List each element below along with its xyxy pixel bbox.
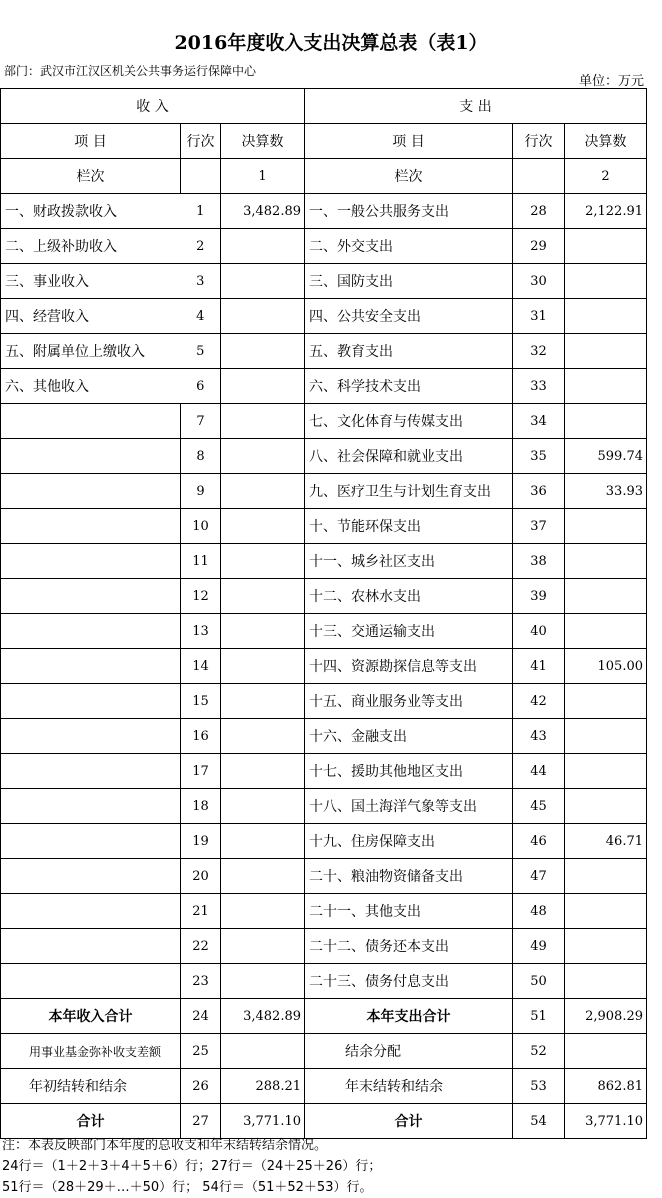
department-label: 部门：武汉市江汉区机关公共事务运行保障中心	[4, 64, 257, 78]
footnotes	[2, 1135, 381, 1198]
income-item	[1, 614, 181, 649]
expense-line-no: 50	[513, 964, 565, 999]
table-row	[1, 789, 647, 824]
expense-item: 一、一般公共服务支出	[305, 194, 513, 229]
income-amount	[221, 684, 305, 719]
income-line-no: 6	[181, 369, 221, 404]
summary-income-line-no: 27	[181, 1104, 221, 1139]
income-amount	[221, 719, 305, 754]
note-line: 51行＝（28＋29＋…＋50）行； 54行＝（51＋52＋53）行。	[2, 1180, 373, 1195]
table-row	[1, 894, 647, 929]
expense-amount	[565, 614, 647, 649]
income-line-no: 20	[181, 859, 221, 894]
expense-amount-header: 决算数	[565, 124, 647, 159]
expense-amount	[565, 509, 647, 544]
summary-income-amount: 3,482.89	[221, 999, 305, 1034]
income-amount	[221, 964, 305, 999]
expense-item: 二十一、其他支出	[305, 894, 513, 929]
income-line-no: 8	[181, 439, 221, 474]
summary-expense-line-no: 51	[513, 999, 565, 1034]
summary-expense-amount: 862.81	[565, 1069, 647, 1104]
summary-income-item: 本年收入合计	[1, 999, 181, 1034]
income-amount	[221, 299, 305, 334]
income-line-no: 5	[181, 334, 221, 369]
expense-item: 十、节能环保支出	[305, 509, 513, 544]
expense-item: 七、文化体育与传媒支出	[305, 404, 513, 439]
income-item	[1, 789, 181, 824]
expense-column-index: 2	[565, 159, 647, 194]
expense-amount	[565, 544, 647, 579]
table-row	[1, 229, 647, 264]
income-line-no: 10	[181, 509, 221, 544]
table-row	[1, 439, 647, 474]
income-amount	[221, 789, 305, 824]
income-line-no: 19	[181, 824, 221, 859]
expense-amount	[565, 894, 647, 929]
income-amount	[221, 334, 305, 369]
table-row	[1, 579, 647, 614]
table-row	[1, 299, 647, 334]
expense-line-no: 49	[513, 929, 565, 964]
expense-item: 三、国防支出	[305, 264, 513, 299]
column-index-row	[1, 159, 647, 194]
summary-income-item: 合计	[1, 1104, 181, 1139]
income-line-no: 4	[181, 299, 221, 334]
income-item	[1, 684, 181, 719]
table-row	[1, 334, 647, 369]
expense-line-header: 行次	[513, 124, 565, 159]
expense-line-no: 41	[513, 649, 565, 684]
income-item	[1, 929, 181, 964]
income-item	[1, 964, 181, 999]
income-item: 一、财政拨款收入	[1, 194, 181, 229]
income-line-no: 2	[181, 229, 221, 264]
expense-item: 九、医疗卫生与计划生育支出	[305, 474, 513, 509]
expense-line-no: 30	[513, 264, 565, 299]
expense-item: 十六、金融支出	[305, 719, 513, 754]
expense-line-no: 32	[513, 334, 565, 369]
budget-table	[0, 88, 647, 1139]
table-row	[1, 684, 647, 719]
expense-item: 二十二、债务还本支出	[305, 929, 513, 964]
expense-item: 十二、农林水支出	[305, 579, 513, 614]
income-group-header: 收 入	[1, 89, 305, 124]
table-row	[1, 929, 647, 964]
empty-cell	[181, 159, 221, 194]
income-item	[1, 824, 181, 859]
expense-line-no: 42	[513, 684, 565, 719]
income-item	[1, 649, 181, 684]
expense-item: 二、外交支出	[305, 229, 513, 264]
expense-line-no: 47	[513, 859, 565, 894]
summary-expense-item: 本年支出合计	[305, 999, 513, 1034]
income-item: 三、事业收入	[1, 264, 181, 299]
income-item	[1, 754, 181, 789]
summary-income-item: 年初结转和结余	[1, 1069, 181, 1104]
table-row	[1, 614, 647, 649]
income-item: 五、附属单位上缴收入	[1, 334, 181, 369]
expense-column-label: 栏次	[305, 159, 513, 194]
summary-income-amount: 3,771.10	[221, 1104, 305, 1139]
summary-expense-amount	[565, 1034, 647, 1069]
income-line-no: 14	[181, 649, 221, 684]
expense-line-no: 45	[513, 789, 565, 824]
expense-line-no: 29	[513, 229, 565, 264]
expense-line-no: 33	[513, 369, 565, 404]
income-amount	[221, 369, 305, 404]
table-row	[1, 264, 647, 299]
income-line-no: 22	[181, 929, 221, 964]
income-item	[1, 894, 181, 929]
note-line: 注：本表反映部门本年度的总收支和年末结转结余情况。	[2, 1138, 328, 1153]
income-amount-header: 决算数	[221, 124, 305, 159]
expense-line-no: 48	[513, 894, 565, 929]
summary-expense-amount: 3,771.10	[565, 1104, 647, 1139]
expense-item: 十一、城乡社区支出	[305, 544, 513, 579]
expense-amount	[565, 964, 647, 999]
income-amount	[221, 579, 305, 614]
income-item: 四、经营收入	[1, 299, 181, 334]
income-amount	[221, 824, 305, 859]
expense-amount	[565, 264, 647, 299]
expense-item: 八、社会保障和就业支出	[305, 439, 513, 474]
income-amount	[221, 614, 305, 649]
income-amount	[221, 509, 305, 544]
expense-item: 十三、交通运输支出	[305, 614, 513, 649]
expense-line-no: 40	[513, 614, 565, 649]
expense-group-header: 支 出	[305, 89, 647, 124]
expense-amount	[565, 299, 647, 334]
summary-row	[1, 1104, 647, 1139]
income-item	[1, 509, 181, 544]
expense-item: 五、教育支出	[305, 334, 513, 369]
table-row	[1, 544, 647, 579]
expense-item: 十九、住房保障支出	[305, 824, 513, 859]
income-item	[1, 544, 181, 579]
summary-row	[1, 1069, 647, 1104]
expense-item: 二十三、债务付息支出	[305, 964, 513, 999]
summary-expense-item: 年末结转和结余	[305, 1069, 513, 1104]
expense-item: 十五、商业服务业等支出	[305, 684, 513, 719]
income-line-no: 17	[181, 754, 221, 789]
expense-amount	[565, 789, 647, 824]
table-row	[1, 824, 647, 859]
income-line-no: 21	[181, 894, 221, 929]
income-line-no: 1	[181, 194, 221, 229]
income-item	[1, 439, 181, 474]
income-line-no: 7	[181, 404, 221, 439]
expense-amount	[565, 929, 647, 964]
income-amount	[221, 264, 305, 299]
expense-amount	[565, 684, 647, 719]
unit-label: 单位：万元	[578, 74, 644, 89]
expense-item: 十八、国土海洋气象等支出	[305, 789, 513, 824]
table-row	[1, 719, 647, 754]
expense-amount	[565, 754, 647, 789]
income-line-no: 12	[181, 579, 221, 614]
expense-line-no: 39	[513, 579, 565, 614]
summary-expense-item: 结余分配	[305, 1034, 513, 1069]
expense-amount: 105.00	[565, 649, 647, 684]
empty-cell	[513, 159, 565, 194]
summary-row	[1, 1034, 647, 1069]
income-line-no: 13	[181, 614, 221, 649]
table-row	[1, 194, 647, 229]
expense-line-no: 44	[513, 754, 565, 789]
note-line: 24行＝（1＋2＋3＋4＋5＋6）行；27行＝（24＋25＋26）行；	[2, 1159, 382, 1174]
income-item	[1, 404, 181, 439]
summary-income-amount	[221, 1034, 305, 1069]
table-row	[1, 754, 647, 789]
expense-line-no: 46	[513, 824, 565, 859]
page-title: 2016年度收入支出决算总表（表1）	[174, 32, 488, 54]
expense-item: 十七、援助其他地区支出	[305, 754, 513, 789]
expense-amount: 33.93	[565, 474, 647, 509]
expense-amount: 599.74	[565, 439, 647, 474]
group-header-row	[1, 89, 647, 124]
summary-expense-line-no: 52	[513, 1034, 565, 1069]
income-amount	[221, 404, 305, 439]
income-column-index: 1	[221, 159, 305, 194]
expense-amount	[565, 404, 647, 439]
table-row	[1, 369, 647, 404]
summary-income-line-no: 26	[181, 1069, 221, 1104]
income-amount	[221, 929, 305, 964]
income-column-label: 栏次	[1, 159, 181, 194]
table-row	[1, 404, 647, 439]
income-item-header: 项 目	[1, 124, 181, 159]
income-amount	[221, 649, 305, 684]
income-amount	[221, 754, 305, 789]
expense-item: 四、公共安全支出	[305, 299, 513, 334]
summary-income-amount: 288.21	[221, 1069, 305, 1104]
income-amount: 3,482.89	[221, 194, 305, 229]
expense-item: 六、科学技术支出	[305, 369, 513, 404]
summary-income-item: 用事业基金弥补收支差额	[1, 1034, 181, 1069]
income-line-header: 行次	[181, 124, 221, 159]
income-line-no: 18	[181, 789, 221, 824]
income-line-no: 23	[181, 964, 221, 999]
expense-line-no: 31	[513, 299, 565, 334]
income-amount	[221, 229, 305, 264]
expense-amount	[565, 579, 647, 614]
summary-income-line-no: 24	[181, 999, 221, 1034]
income-item: 六、其他收入	[1, 369, 181, 404]
income-item	[1, 719, 181, 754]
expense-line-no: 35	[513, 439, 565, 474]
summary-row	[1, 999, 647, 1034]
summary-income-line-no: 25	[181, 1034, 221, 1069]
expense-line-no: 36	[513, 474, 565, 509]
expense-line-no: 37	[513, 509, 565, 544]
expense-line-no: 34	[513, 404, 565, 439]
expense-amount	[565, 719, 647, 754]
table-row	[1, 964, 647, 999]
income-line-no: 9	[181, 474, 221, 509]
summary-expense-line-no: 53	[513, 1069, 565, 1104]
income-amount	[221, 894, 305, 929]
table-row	[1, 859, 647, 894]
expense-amount: 46.71	[565, 824, 647, 859]
expense-line-no: 38	[513, 544, 565, 579]
income-item	[1, 579, 181, 614]
income-item	[1, 474, 181, 509]
table-row	[1, 649, 647, 684]
expense-item: 十四、资源勘探信息等支出	[305, 649, 513, 684]
income-amount	[221, 544, 305, 579]
expense-amount	[565, 369, 647, 404]
summary-expense-item: 合计	[305, 1104, 513, 1139]
column-header-row	[1, 124, 647, 159]
expense-amount	[565, 229, 647, 264]
expense-amount: 2,122.91	[565, 194, 647, 229]
income-line-no: 16	[181, 719, 221, 754]
expense-amount	[565, 334, 647, 369]
income-item: 二、上级补助收入	[1, 229, 181, 264]
income-line-no: 11	[181, 544, 221, 579]
expense-item: 二十、粮油物资储备支出	[305, 859, 513, 894]
expense-line-no: 43	[513, 719, 565, 754]
summary-expense-line-no: 54	[513, 1104, 565, 1139]
expense-amount	[565, 859, 647, 894]
income-amount	[221, 859, 305, 894]
summary-expense-amount: 2,908.29	[565, 999, 647, 1034]
income-amount	[221, 439, 305, 474]
income-item	[1, 859, 181, 894]
income-amount	[221, 474, 305, 509]
expense-item-header: 项 目	[305, 124, 513, 159]
expense-line-no: 28	[513, 194, 565, 229]
income-line-no: 15	[181, 684, 221, 719]
table-row	[1, 509, 647, 544]
table-row	[1, 474, 647, 509]
income-line-no: 3	[181, 264, 221, 299]
